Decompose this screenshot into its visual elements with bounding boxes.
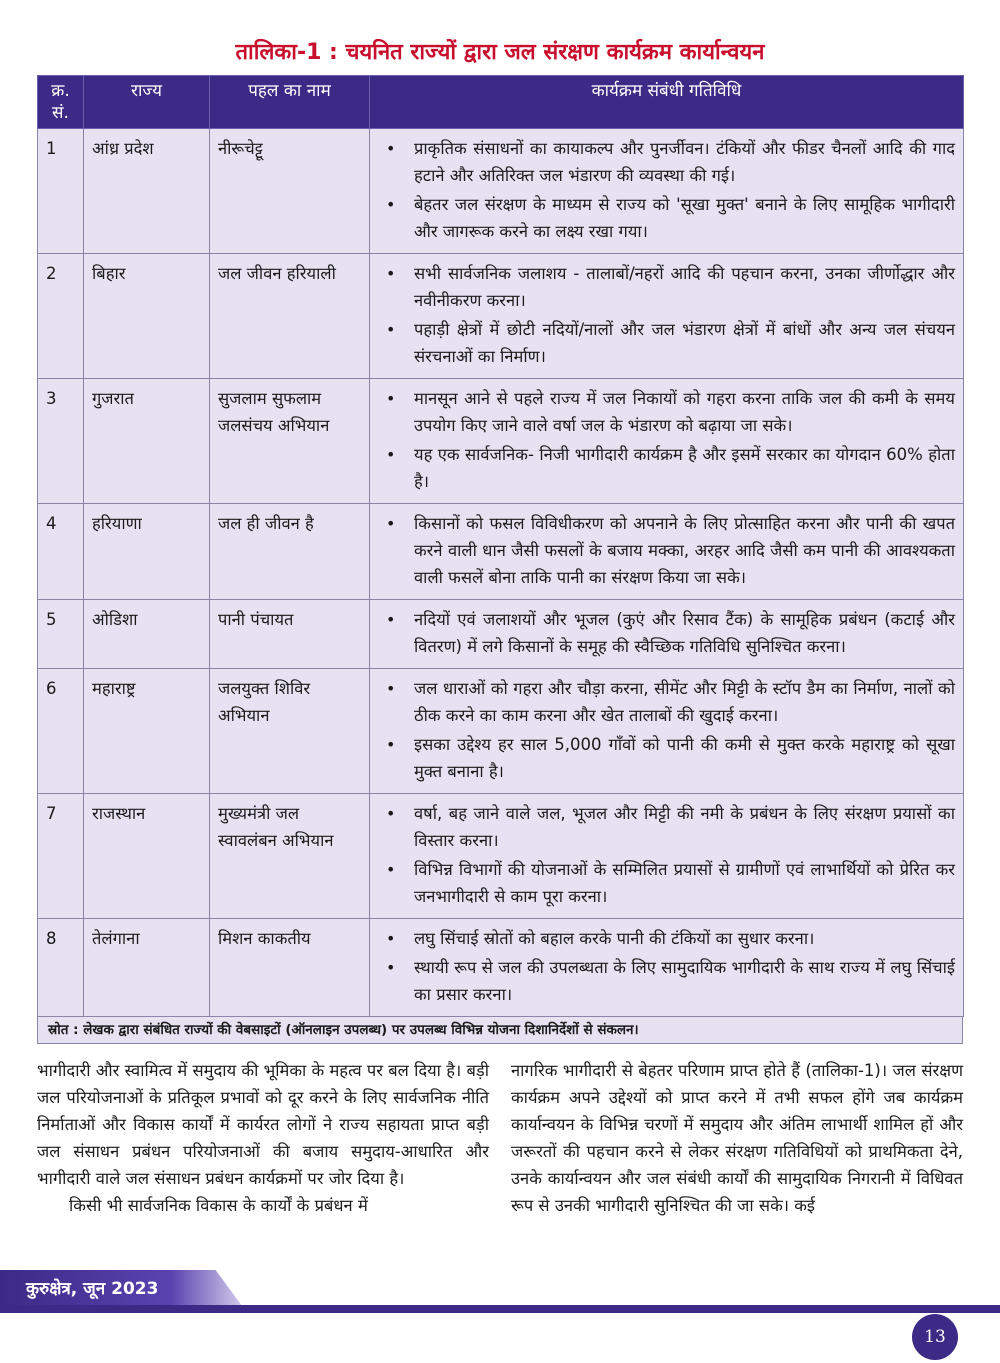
activity-item [378,675,955,729]
activity-text: नदियों एवं जलाशयों और भूजल (कुएं और रिसाव टैंक) के सामूहिक प्रबंधन (कटाई और वितरण) में लगे किसानों के समूह की स्वैच्छिक गतिविधि सुनिश्चित करना। [414,610,955,656]
activity-text: लघु सिंचाई स्रोतों को बहाल करके पानी की टंकियों का सुधार करना। [414,929,815,948]
right-column [511,1057,963,1219]
cell-sno: 1 [38,129,84,254]
activity-list [378,385,955,495]
activity-text: विभिन्न विभागों की योजनाओं के सम्मिलित प्रयासों से ग्रामीणों एवं लाभार्थियों को प्रेरित कर जनभागीदारी से काम पूरा करना। [414,860,955,906]
header-sno: क्र. सं. [38,76,84,129]
bullet-icon: • [386,389,396,408]
table-row [38,600,964,669]
activity-item [378,731,955,785]
header-initiative: पहल का नाम [210,76,370,129]
cell-initiative: मिशन काकतीय [210,919,370,1017]
bullet-icon: • [386,139,396,158]
cell-state: गुजरात [84,379,210,504]
activity-item [378,800,955,854]
page-number: 13 [912,1314,958,1360]
activity-list [378,135,955,245]
activity-list [378,925,955,1008]
cell-activities [370,600,964,669]
cell-sno: 5 [38,600,84,669]
footer-rule [0,1305,1000,1313]
table-row [38,794,964,919]
activity-text: बेहतर जल संरक्षण के माध्यम से राज्य को 'सूखा मुक्त' बनाने के लिए सामूहिक भागीदारी और जागरूक करने का लक्ष्य रखा गया। [414,195,955,241]
cell-activities [370,254,964,379]
table-row [38,504,964,600]
activity-text: सभी सार्वजनिक जलाशय - तालाबों/नहरों आदि की पहचान करना, उनका जीर्णोद्धार और नवीनीकरण करना। [414,264,955,310]
activity-item [378,135,955,189]
table-container [37,75,963,1044]
cell-initiative: जलयुक्त शिविर अभियान [210,669,370,794]
activity-text: किसानों को फसल विविधीकरण को अपनाने के लिए प्रोत्साहित करना और पानी की खपत करने वाली धान जैसी फसलों के बजाय मक्का, अरहर आदि जैसी कम पानी की आवश्यकता वाली फसलें बोना ताकि पानी का संरक्षण किया जा सके। [414,514,955,587]
bullet-icon: • [386,514,396,533]
bullet-icon: • [386,929,396,948]
bullet-icon: • [386,445,396,464]
activity-item [378,260,955,314]
cell-sno: 7 [38,794,84,919]
bullet-icon: • [386,610,396,629]
activity-list [378,800,955,910]
activity-item [378,441,955,495]
header-activity: कार्यक्रम संबंधी गतिविधि [370,76,964,129]
bullet-icon: • [386,804,396,823]
cell-activities [370,379,964,504]
bullet-icon: • [386,264,396,283]
cell-activities [370,919,964,1017]
cell-sno: 2 [38,254,84,379]
cell-sno: 4 [38,504,84,600]
table-row [38,669,964,794]
cell-sno: 8 [38,919,84,1017]
cell-state: आंध्र प्रदेश [84,129,210,254]
activity-item [378,316,955,370]
cell-initiative: जल ही जीवन है [210,504,370,600]
cell-sno: 3 [38,379,84,504]
cell-state: बिहार [84,254,210,379]
activity-item [378,510,955,591]
table-header-row [38,76,964,129]
activity-item [378,606,955,660]
state-programs-table [37,75,964,1017]
left-column [37,1057,489,1219]
cell-activities [370,504,964,600]
cell-initiative: जल जीवन हरियाली [210,254,370,379]
bullet-icon: • [386,860,396,879]
table-row [38,379,964,504]
cell-state: हरियाणा [84,504,210,600]
bullet-icon: • [386,320,396,339]
table-body [38,129,964,1017]
table-source-note: स्रोत : लेखक द्वारा संबंधित राज्यों की वेबसाइटों (ऑनलाइन उपलब्ध) पर उपलब्ध विभिन्न योजना दिशानिर्देशों से संकलन। [37,1017,963,1044]
bullet-icon: • [386,735,396,754]
activity-item [378,856,955,910]
activity-list [378,510,955,591]
activity-text: जल धाराओं को गहरा और चौड़ा करना, सीमेंट और मिट्टी के स्टॉप डैम का निर्माण, नालों को ठीक करने का काम करना और खेत तालाबों की खुदाई करना। [414,679,955,725]
cell-sno: 6 [38,669,84,794]
cell-state: राजस्थान [84,794,210,919]
magazine-issue: कुरुक्षेत्र, जून 2023 [26,1279,159,1299]
cell-initiative: सुजलाम सुफलाम जलसंचय अभियान [210,379,370,504]
cell-activities [370,669,964,794]
cell-state: महाराष्ट्र [84,669,210,794]
activity-text: यह एक सार्वजनिक- निजी भागीदारी कार्यक्रम है और इसमें सरकार का योगदान 60% होता है। [414,445,955,491]
bullet-icon: • [386,195,396,214]
bullet-icon: • [386,679,396,698]
left-paragraph-1: भागीदारी और स्वामित्व में समुदाय की भूमिका के महत्व पर बल दिया है। बड़ी जल परियोजनाओं के प्रतिकूल प्रभावों को दूर करने के लिए सार्वजनिक नीति निर्माताओं और विकास कार्यों में कार्यरत लोगों ने राज्य सहायता प्राप्त बड़ी जल संसाधन प्रबंधन परियोजनाओं की बजाय समुदाय-आधारित और भागीदारी वाले जल संसाधन प्रबंधन कार्यक्रमों पर जोर दिया है। [37,1061,489,1188]
activity-item [378,385,955,439]
table-row [38,254,964,379]
bullet-icon: • [386,958,396,977]
activity-item [378,925,955,952]
cell-initiative: मुख्यमंत्री जल स्वावलंबन अभियान [210,794,370,919]
cell-activities [370,129,964,254]
activity-text: इसका उद्देश्य हर साल 5,000 गाँवों को पानी की कमी से मुक्त करके महाराष्ट्र को सूखा मुक्त बनाना है। [414,735,955,781]
activity-list [378,606,955,660]
table-title: तालिका-1 : चयनित राज्यों द्वारा जल संरक्षण कार्यक्रम कार्यान्वयन [235,40,765,65]
header-state: राज्य [84,76,210,129]
cell-activities [370,794,964,919]
right-paragraph-1: नागरिक भागीदारी से बेहतर परिणाम प्राप्त होते हैं (तालिका-1)। जल संरक्षण कार्यक्रम अपने उद्देश्यों को प्राप्त करने में तभी सफल होंगे जब कार्यक्रम कार्यान्वयन के विभिन्न चरणों में समुदाय और अंतिम लाभार्थी शामिल हों और जरूरतों की पहचान करने से लेकर संरक्षण गतिविधियों को प्राथमिकता देने, उनके कार्यान्वयन और जल संबंधी कार्यों की सामुदायिक निगरानी में विधिवत रूप से उनकी भागीदारी सुनिश्चित की जा सके। कई [511,1061,963,1215]
activity-text: स्थायी रूप से जल की उपलब्धता के लिए सामुदायिक भागीदारी के साथ राज्य में लघु सिंचाई का प्रसार करना। [414,958,955,1004]
cell-initiative: पानी पंचायत [210,600,370,669]
cell-state: तेलंगाना [84,919,210,1017]
activity-text: वर्षा, बह जाने वाले जल, भूजल और मिट्टी की नमी के प्रबंधन के लिए संरक्षण प्रयासों का विस्तार करना। [414,804,955,850]
left-paragraph-2: किसी भी सार्वजनिक विकास के कार्यों के प्रबंधन में [69,1196,368,1215]
activity-text: मानसून आने से पहले राज्य में जल निकायों को गहरा करना ताकि जल की कमी के समय उपयोग किए जाने वाले वर्षा जल के भंडारण को बढ़ाया जा सके। [414,389,955,435]
activity-item [378,191,955,245]
activity-item [378,954,955,1008]
table-row [38,129,964,254]
activity-text: पहाड़ी क्षेत्रों में छोटी नदियों/नालों और जल भंडारण क्षेत्रों में बांधों और अन्य जल संचयन संरचनाओं का निर्माण। [414,320,955,366]
cell-state: ओडिशा [84,600,210,669]
table-row [38,919,964,1017]
activity-list [378,675,955,785]
activity-text: प्राकृतिक संसाधनों का कायाकल्प और पुनर्जीवन। टंकियों और फीडर चैनलों आदि की गाद हटाने और अतिरिक्त जल भंडारण की व्यवस्था की गई। [414,139,955,185]
activity-list [378,260,955,370]
cell-initiative: नीरूचेट्टू [210,129,370,254]
